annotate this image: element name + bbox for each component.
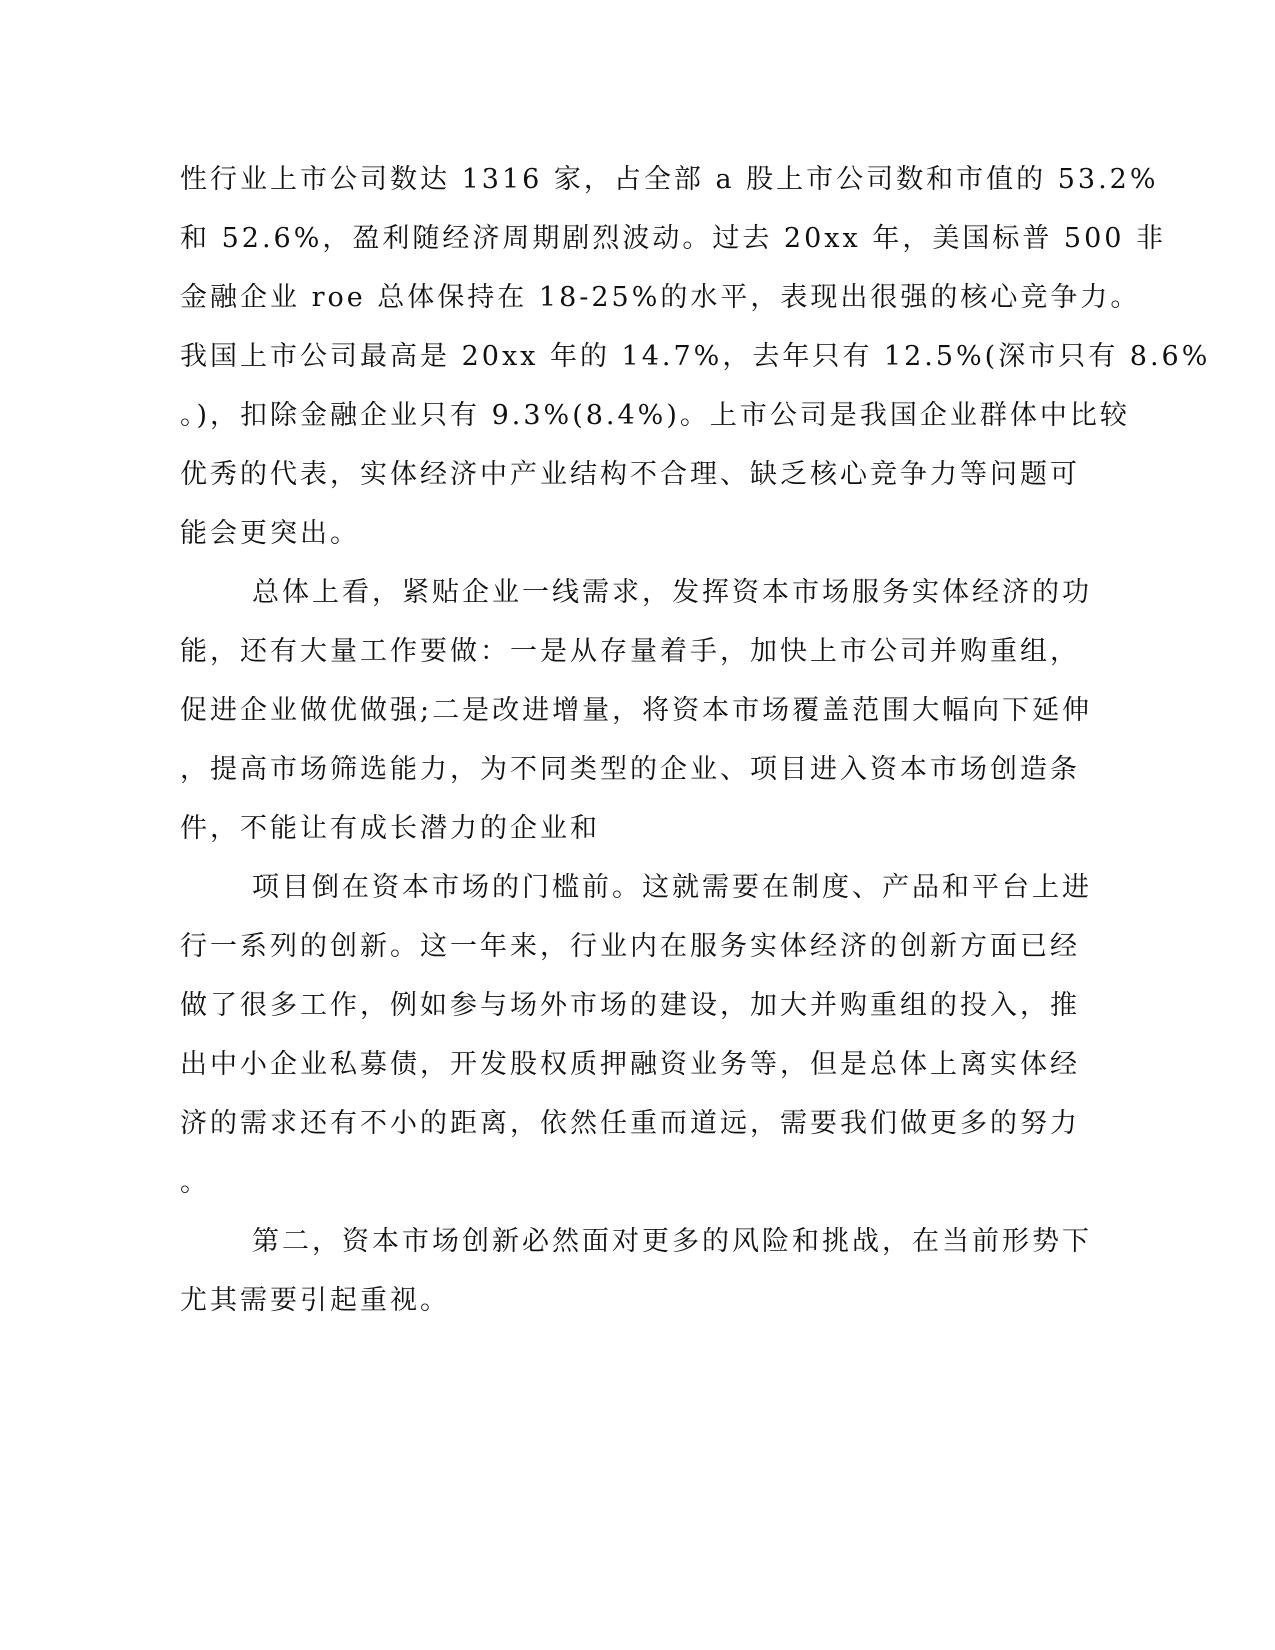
paragraph-first-line: 项目倒在资本市场的门槛前。这就需要在制度、产品和平台上进 [252,872,1092,903]
text-line: 性行业上市公司数达 1316 家，占全部 a 股上市公司数和市值的 53.2% [180,164,1159,195]
text-line: 促进企业做优做强;二是改进增量，将资本市场覆盖范围大幅向下延伸 [180,695,1093,726]
paragraph-first-line: 总体上看，紧贴企业一线需求，发挥资本市场服务实体经济的功 [252,577,1092,608]
text-line: 我国上市公司最高是 20xx 年的 14.7%，去年只有 12.5%(深市只有 8.6% [180,341,1211,372]
text-line: 尤其需要引起重视。 [180,1285,450,1316]
text-line: 济的需求还有不小的距离，依然任重而道远，需要我们做更多的努力 [180,1108,1080,1139]
text-line: 做了很多工作，例如参与场外市场的建设，加大并购重组的投入，推 [180,990,1080,1021]
text-line: 优秀的代表，实体经济中产业结构不合理、缺乏核心竞争力等问题可 [180,459,1080,490]
text-line: 。)，扣除金融企业只有 9.3%(8.4%)。上市公司是我国企业群体中比较 [180,400,1130,431]
text-line: 金融企业 roe 总体保持在 18-25%的水平，表现出很强的核心竞争力。 [180,282,1141,313]
text-line: 件，不能让有成长潜力的企业和 [180,813,600,844]
text-line: 能，还有大量工作要做：一是从存量着手，加快上市公司并购重组， [180,636,1080,667]
text-line: 出中小企业私募债，开发股权质押融资业务等，但是总体上离实体经 [180,1049,1080,1080]
text-line: 。 [180,1167,210,1198]
text-line: 行一系列的创新。这一年来，行业内在服务实体经济的创新方面已经 [180,931,1080,962]
text-line: 能会更突出。 [180,518,360,549]
text-line: ，提高市场筛选能力，为不同类型的企业、项目进入资本市场创造条 [180,754,1080,785]
paragraph-first-line: 第二，资本市场创新必然面对更多的风险和挑战，在当前形势下 [252,1226,1092,1257]
text-line: 和 52.6%，盈利随经济周期剧烈波动。过去 20xx 年，美国标普 500 非 [180,223,1167,254]
